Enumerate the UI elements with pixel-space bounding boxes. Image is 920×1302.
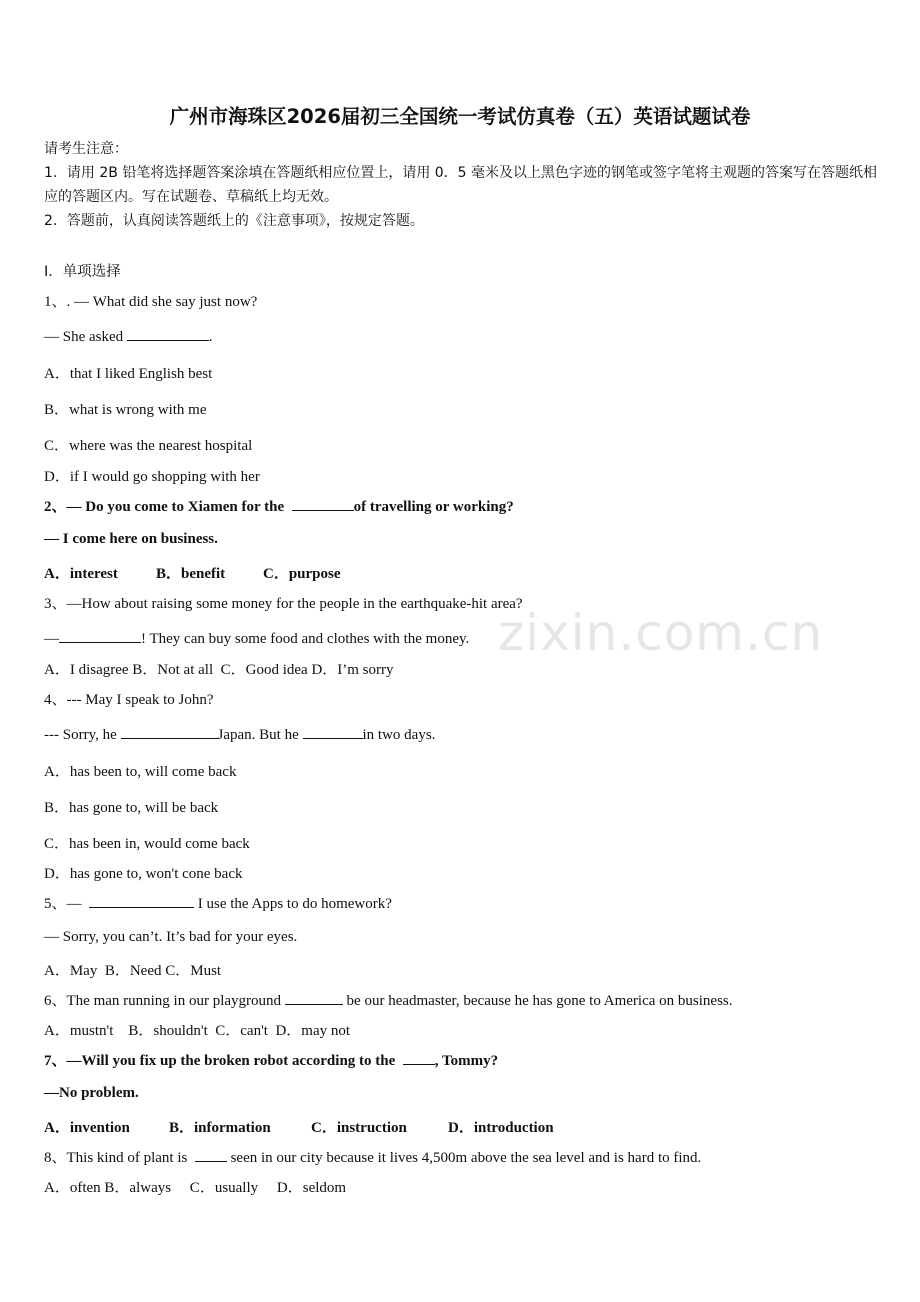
q7-option-d: D．introduction [448, 1120, 554, 1136]
q7-option-a: A．invention [44, 1120, 130, 1136]
q5-stem: 5、— I use the Apps to do homework? [44, 892, 392, 913]
answer-blank [127, 326, 209, 341]
answer-blank [303, 724, 363, 739]
q8-stem: 8、This kind of plant is seen in our city because it lives 4,500m above the sea level and is hard to find. [44, 1146, 701, 1167]
q2-option-a: A．interest [44, 566, 118, 582]
q1-stem: 1、. — What did she say just now? [44, 294, 258, 310]
q8-options: A．often B．always C．usually D．seldom [44, 1180, 347, 1196]
q5-line2: — Sorry, you can’t. It’s bad for your eyes. [44, 929, 298, 945]
q7-line2: —No problem. [44, 1085, 139, 1101]
q1-option-a: A．that I liked English best [44, 366, 213, 382]
q3-stem: 3、—How about raising some money for the people in the earthquake-hit area? [44, 596, 523, 612]
answer-blank [292, 496, 354, 511]
notice-item-1: 1．请用 2B 铅笔将选择题答案涂填在答题纸相应位置上，请用 0．5 毫米及以上黑色字迹的钢笔或签字笔将主观题的答案写在答题纸相应的答题区内。写在试题卷、草稿纸上均无效。 [44, 165, 878, 205]
q2-option-b: B．benefit [156, 566, 226, 582]
answer-blank [285, 990, 343, 1005]
q4-line2: --- Sorry, he Japan. But he in two days. [44, 724, 435, 744]
notice-heading: 请考生注意： [44, 141, 128, 157]
q3-line2: — ! They can buy some food and clothes with the money. [44, 628, 469, 648]
q3-options: A．I disagree B．Not at all C．Good idea D．I’m sorry [44, 662, 394, 678]
q1-option-b: B．what is wrong with me [44, 402, 207, 418]
q4-stem: 4、--- May I speak to John? [44, 692, 214, 708]
q1-option-d: D．if I would go shopping with her [44, 469, 260, 485]
section-heading: Ⅰ．单项选择 [44, 264, 121, 280]
q5-options: A．May B．Need C．Must [44, 963, 222, 979]
q4-option-d: D．has gone to, won't cone back [44, 866, 243, 882]
q4-option-c: C．has been in, would come back [44, 836, 250, 852]
q7-option-c: C．instruction [311, 1120, 407, 1136]
q2-option-c: C．purpose [263, 566, 341, 582]
answer-blank [403, 1050, 435, 1065]
q7-stem: 7、—Will you fix up the broken robot according to the , Tommy? [44, 1049, 498, 1070]
q7-options [44, 1116, 554, 1137]
answer-blank [195, 1147, 227, 1162]
q7-option-b: B．information [169, 1120, 271, 1136]
q4-option-b: B．has gone to, will be back [44, 800, 219, 816]
q2-options [44, 562, 341, 583]
q2-stem: 2、— Do you come to Xiamen for the of travelling or working? [44, 495, 514, 516]
answer-blank [59, 628, 141, 643]
q4-option-a: A．has been to, will come back [44, 764, 237, 780]
q6-options: A．mustn't B．shouldn't C．can't D．may not [44, 1023, 351, 1039]
notice-block [44, 137, 884, 233]
watermark: zixin.com.cn [498, 604, 824, 662]
q6-stem: 6、The man running in our playground be our headmaster, because he has gone to America on business. [44, 989, 733, 1010]
q1-line2: — She asked . [44, 326, 213, 346]
q1-option-c: C．where was the nearest hospital [44, 438, 253, 454]
page-title: 广州市海珠区2026届初三全国统一考试仿真卷（五）英语试题试卷 [169, 105, 751, 128]
answer-blank [121, 724, 218, 739]
q2-line2: — I come here on business. [44, 531, 218, 547]
notice-item-2: 2．答题前，认真阅读答题纸上的《注意事项》，按规定答题。 [44, 213, 424, 229]
answer-blank [89, 893, 194, 908]
